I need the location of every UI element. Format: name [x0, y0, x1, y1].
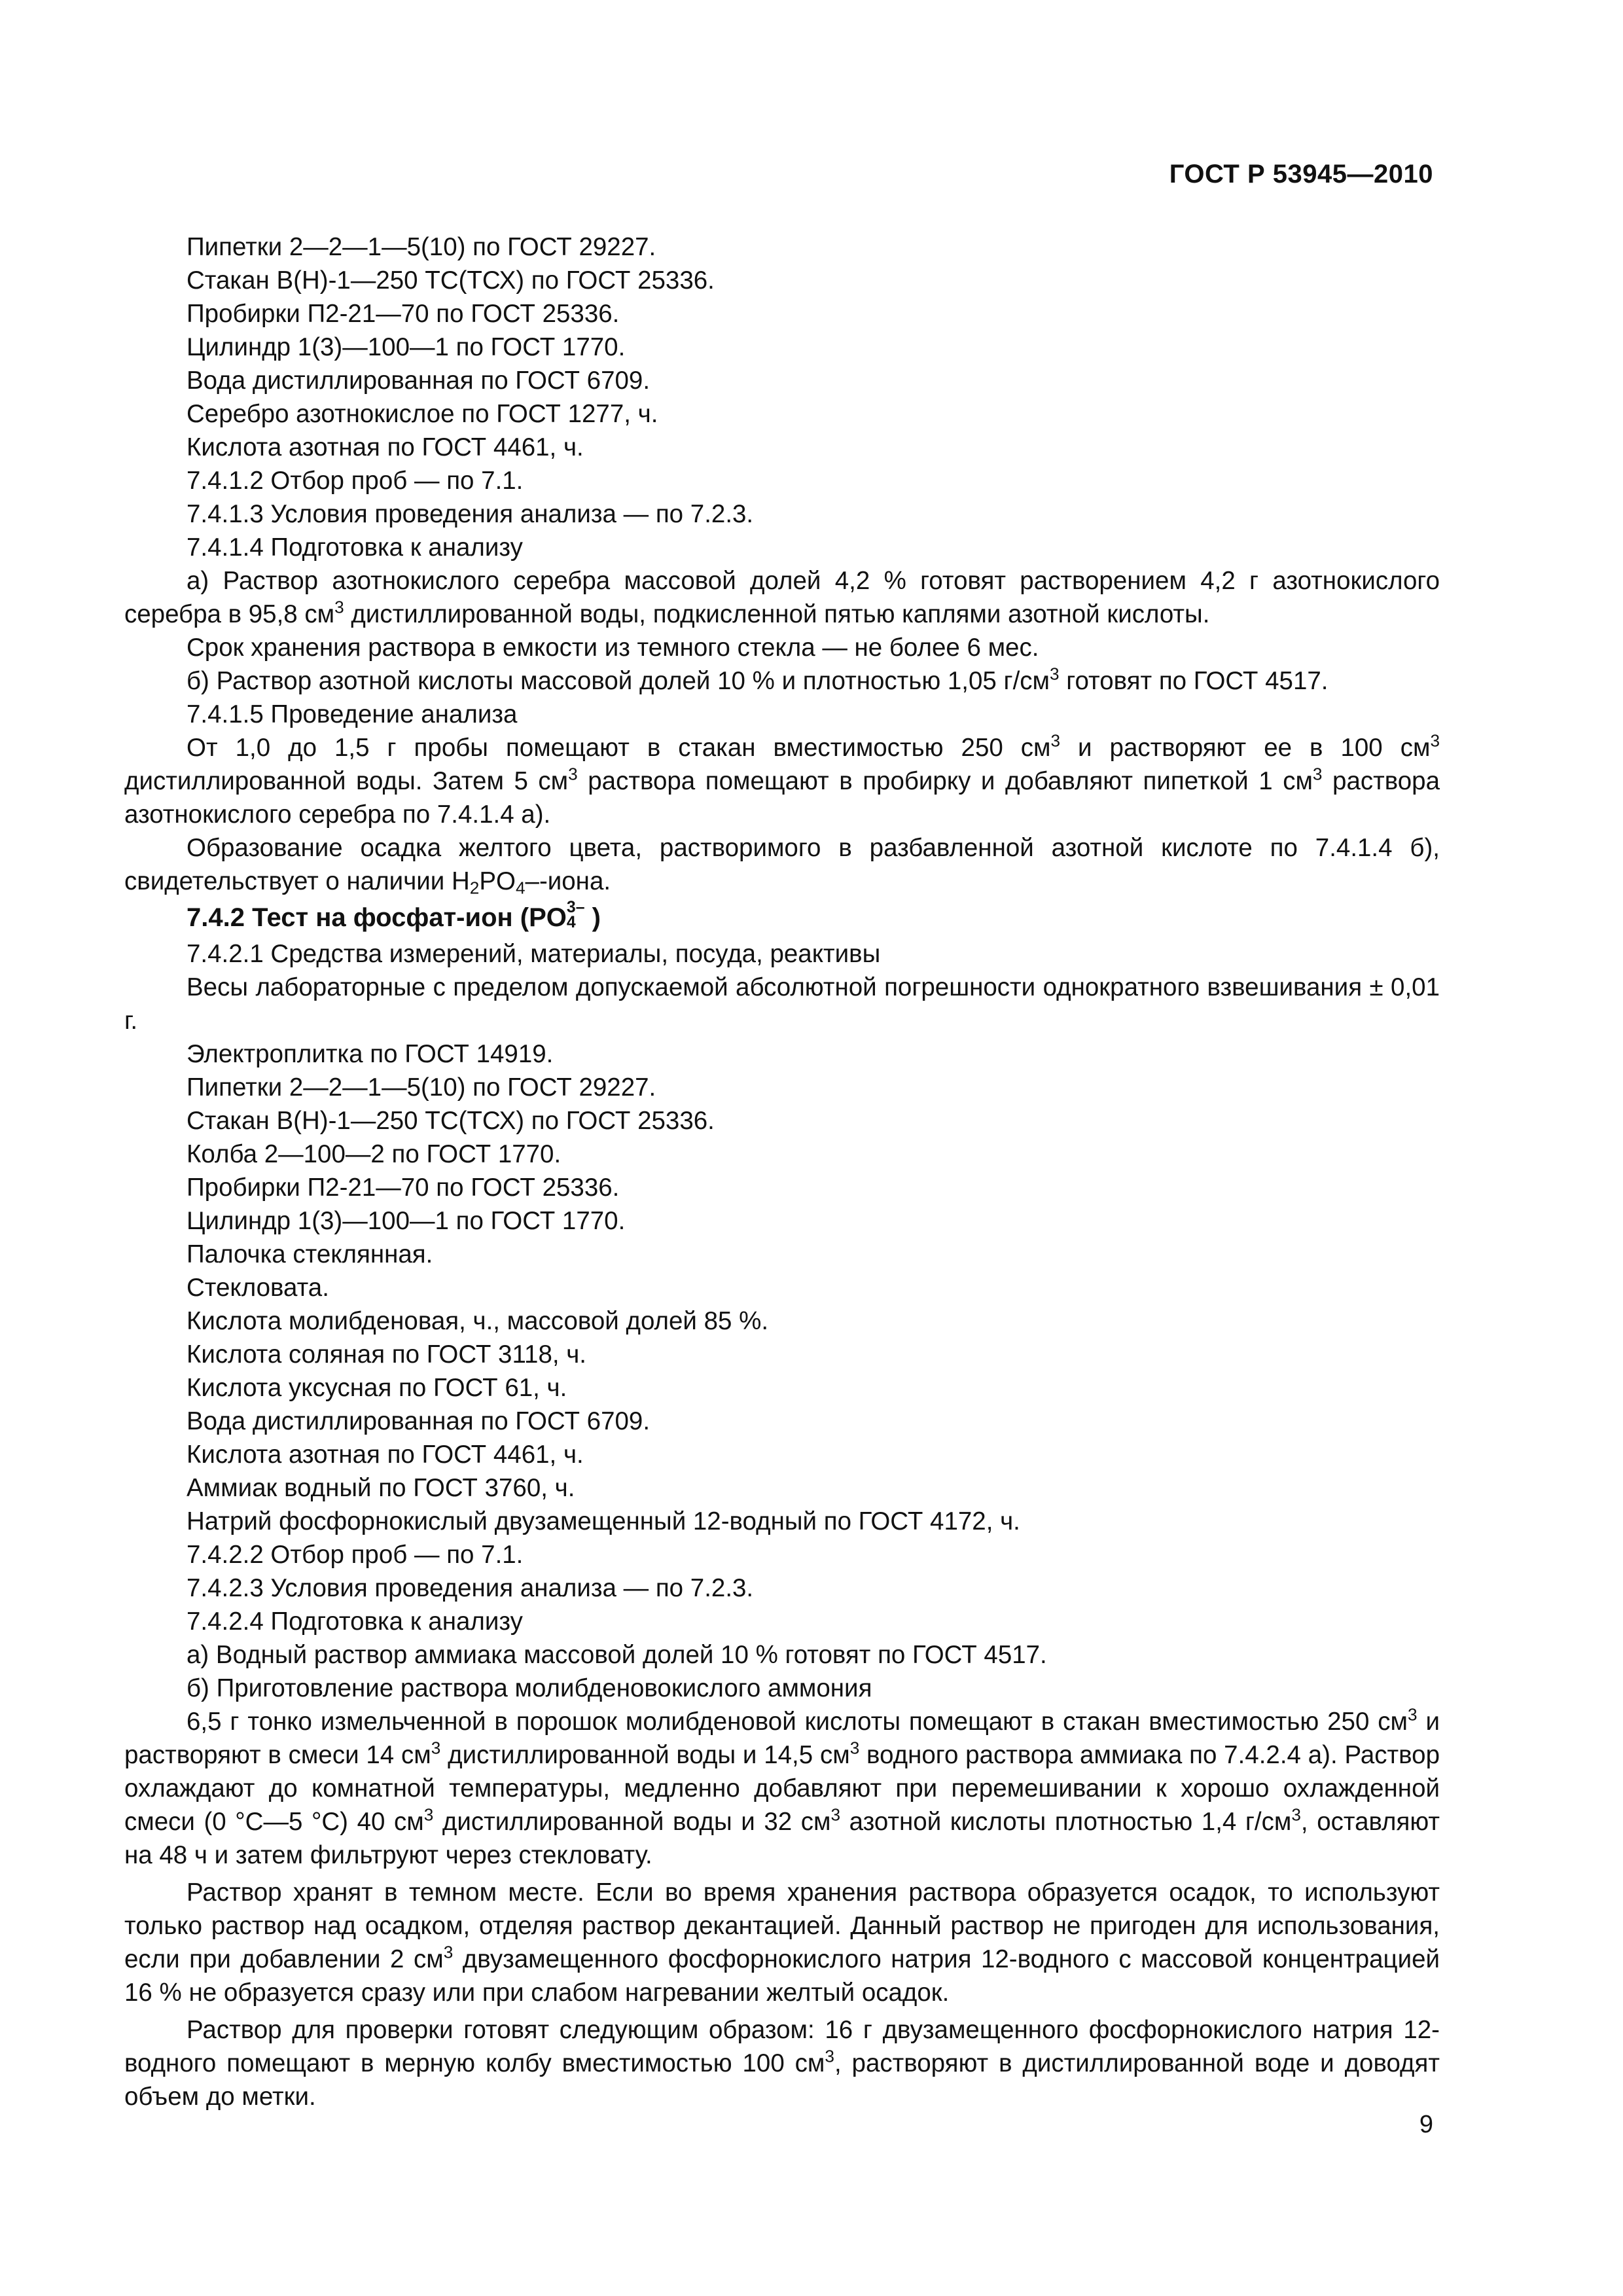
text-span: дистиллированной воды и 14,5 см — [440, 1741, 850, 1769]
text-span: , оставляют на 48 ч и затем фильтруют через стекловату. — [124, 1808, 1440, 1869]
text-span: раствора помещают в пробирку и добавляют пипеткой 1 см — [577, 767, 1313, 795]
text-line: Вода дистиллированная по ГОСТ 6709. — [187, 1407, 651, 1435]
text-line: Кислота уксусная по ГОСТ 61, ч. — [187, 1374, 567, 1402]
superscript: 3 — [830, 1804, 841, 1825]
text-span: и растворяют ее в 100 см — [1060, 734, 1431, 762]
clause-7-4-1-4: 7.4.1.4 Подготовка к анализу — [187, 533, 523, 562]
text-line: Стакан В(Н)-1—250 ТС(ТСХ) по ГОСТ 25336. — [187, 266, 715, 295]
text-line: Пробирки П2-21—70 по ГОСТ 25336. — [187, 300, 620, 328]
page-number: 9 — [1419, 2111, 1433, 2138]
text-span: Образование осадка желтого цвета, растворимого в разбавленной азотной кислоте по 7.4.1.4 б), свидетельствует о наличии H — [124, 834, 1440, 895]
superscript: 3 — [1430, 730, 1440, 751]
clause-7-4-1-5: 7.4.1.5 Проведение анализа — [187, 700, 518, 728]
text-span: б) Раствор азотной кислоты массовой долей 10 % и плотностью 1,05 г/см — [187, 667, 1050, 695]
text-line: Пробирки П2-21—70 по ГОСТ 25336. — [187, 1174, 620, 1202]
superscript: 3 — [1050, 730, 1061, 751]
text-span: , растворяют в дистиллированной воде и доводят объем до метки. — [124, 2049, 1440, 2111]
paragraph-storage-term: Срок хранения раствора в емкости из темного стекла — не более 6 мес. — [187, 634, 1039, 662]
text-span: От 1,0 до 1,5 г пробы помещают в стакан вместимостью 250 см — [187, 734, 1051, 762]
text-line: Стакан В(Н)-1—250 ТС(ТСХ) по ГОСТ 25336. — [187, 1107, 715, 1135]
paragraph-molybdate-preparation — [124, 1705, 1440, 1872]
clause-7-4-2-4: 7.4.2.4 Подготовка к анализу — [187, 1607, 523, 1636]
text-span: 6,5 г тонко измельченной в порошок молибденовой кислоты помещают в стакан вместимостью 250 см — [187, 1708, 1408, 1736]
text-line: Пипетки 2—2—1—5(10) по ГОСТ 29227. — [187, 233, 656, 261]
subscript: 2 — [469, 878, 480, 898]
text-span: дистиллированной воды, подкисленной пятью каплями азотной кислоты. — [344, 600, 1210, 628]
text-line: Палочка стеклянная. — [187, 1240, 433, 1268]
text-span: Раствор хранят в темном месте. Если во время хранения раствора образуется осадок, то используют только раствор над осадком, отделяя раствор декантацией. Данный раствор не пригоден для использования, если при добавлении 2 см — [124, 1878, 1440, 1973]
text-line: Электроплитка по ГОСТ 14919. — [187, 1040, 554, 1068]
heading-text: ) — [584, 903, 601, 932]
ion-charge-index — [567, 900, 585, 931]
heading-text: 7.4.2 Тест на фосфат-ион (PO — [187, 903, 567, 932]
superscript: 3 — [431, 1738, 441, 1758]
text-span: Раствор для проверки готовят следующим образом: 16 г двузамещенного фосфорнокислого натрия 12-водного помещают в мерную колбу вместимостью 100 см — [124, 2016, 1440, 2077]
paragraph-check-solution — [124, 2013, 1440, 2113]
text-line: Стекловата. — [187, 1274, 329, 1302]
subscript: 4 — [515, 878, 526, 898]
text-span: и растворяют в смеси 14 см — [124, 1708, 1440, 1769]
text-line: Колба 2—100—2 по ГОСТ 1770. — [187, 1140, 562, 1168]
document-code-header: ГОСТ Р 53945—2010 — [1169, 160, 1433, 188]
paragraph-laboratory-scales: Весы лабораторные с пределом допускаемой абсолютной погрешности однократного взвешивания ± 0,01 г. — [124, 973, 1440, 1035]
section-heading-7-4-2 — [124, 898, 1440, 937]
text-span: готовят по ГОСТ 4517. — [1059, 667, 1329, 695]
superscript: 3 — [825, 2046, 834, 2066]
clause-7-4-1-2: 7.4.1.2 Отбор проб — по 7.1. — [187, 467, 524, 495]
text-span: раствора азотнокислого серебра по 7.4.1.4 а). — [124, 767, 1440, 829]
text-span: дистиллированной воды. Затем 5 см — [124, 767, 569, 795]
paragraph-analysis-procedure — [124, 731, 1440, 831]
text-line: б) Приготовление раствора молибденовокислого аммония — [187, 1674, 872, 1702]
text-span: PO — [479, 867, 516, 895]
paragraph-silver-nitrate-solution — [124, 564, 1440, 631]
document-body — [124, 230, 1440, 2113]
text-line: Цилиндр 1(3)—100—1 по ГОСТ 1770. — [187, 333, 626, 361]
text-span: двузамещенного фосфорнокислого натрия 12-водного с массовой концентрацией 16 % не образуется сразу или при слабом нагревании желтый осадок. — [124, 1945, 1440, 2007]
text-line: а) Водный раствор аммиака массовой долей 10 % готовят по ГОСТ 4517. — [187, 1641, 1047, 1669]
paragraph-yellow-precipitate — [124, 831, 1440, 898]
text-span: дистиллированной воды и 32 см — [433, 1808, 831, 1836]
superscript: 3 — [1291, 1804, 1301, 1825]
text-line: Кислота молибденовая, ч., массовой долей 85 %. — [187, 1307, 769, 1335]
text-span: –-иона. — [525, 867, 611, 895]
text-line: Кислота соляная по ГОСТ 3118, ч. — [187, 1340, 586, 1369]
clause-7-4-2-2: 7.4.2.2 Отбор проб — по 7.1. — [187, 1541, 524, 1569]
superscript: 3– — [566, 898, 585, 916]
superscript: 3 — [1312, 764, 1323, 784]
superscript: 3 — [334, 597, 344, 617]
text-span: водного раствора аммиака по 7.4.2.4 а). Раствор охлаждают до комнатной температуры, медленно добавляют при перемешивании к хорошо охлажденной смеси (0 °С—5 °С) 40 см — [124, 1741, 1440, 1836]
clause-7-4-2-1: 7.4.2.1 Средства измерений, материалы, посуда, реактивы — [187, 940, 881, 968]
paragraph-storage-in-dark — [124, 1876, 1440, 2009]
superscript: 3 — [1049, 664, 1060, 684]
superscript: 3 — [1408, 1704, 1418, 1725]
text-line: Цилиндр 1(3)—100—1 по ГОСТ 1770. — [187, 1207, 626, 1235]
subscript: 4 — [566, 914, 576, 932]
superscript: 3 — [568, 764, 578, 784]
text-line: Кислота азотная по ГОСТ 4461, ч. — [187, 433, 584, 461]
text-line: Вода дистиллированная по ГОСТ 6709. — [187, 367, 651, 395]
clause-7-4-2-3: 7.4.2.3 Условия проведения анализа — по 7.2.3. — [187, 1574, 754, 1602]
text-line: Кислота азотная по ГОСТ 4461, ч. — [187, 1441, 584, 1469]
paragraph-nitric-acid-solution — [124, 664, 1440, 698]
superscript: 3 — [423, 1804, 434, 1825]
text-span: азотной кислоты плотностью 1,4 г/см — [840, 1808, 1292, 1836]
text-line: Натрий фосфорнокислый двузамещенный 12-водный по ГОСТ 4172, ч. — [187, 1507, 1020, 1535]
text-line: Серебро азотнокислое по ГОСТ 1277, ч. — [187, 400, 658, 428]
text-line: Пипетки 2—2—1—5(10) по ГОСТ 29227. — [187, 1073, 656, 1102]
superscript: 3 — [443, 1942, 454, 1962]
clause-7-4-1-3: 7.4.1.3 Условия проведения анализа — по 7.2.3. — [187, 500, 754, 528]
superscript: 3 — [849, 1738, 860, 1758]
text-line: Аммиак водный по ГОСТ 3760, ч. — [187, 1474, 575, 1502]
text-span: а) Раствор азотнокислого серебра массовой долей 4,2 % готовят растворением 4,2 г азотнокислого серебра в 95,8 см — [124, 567, 1440, 628]
